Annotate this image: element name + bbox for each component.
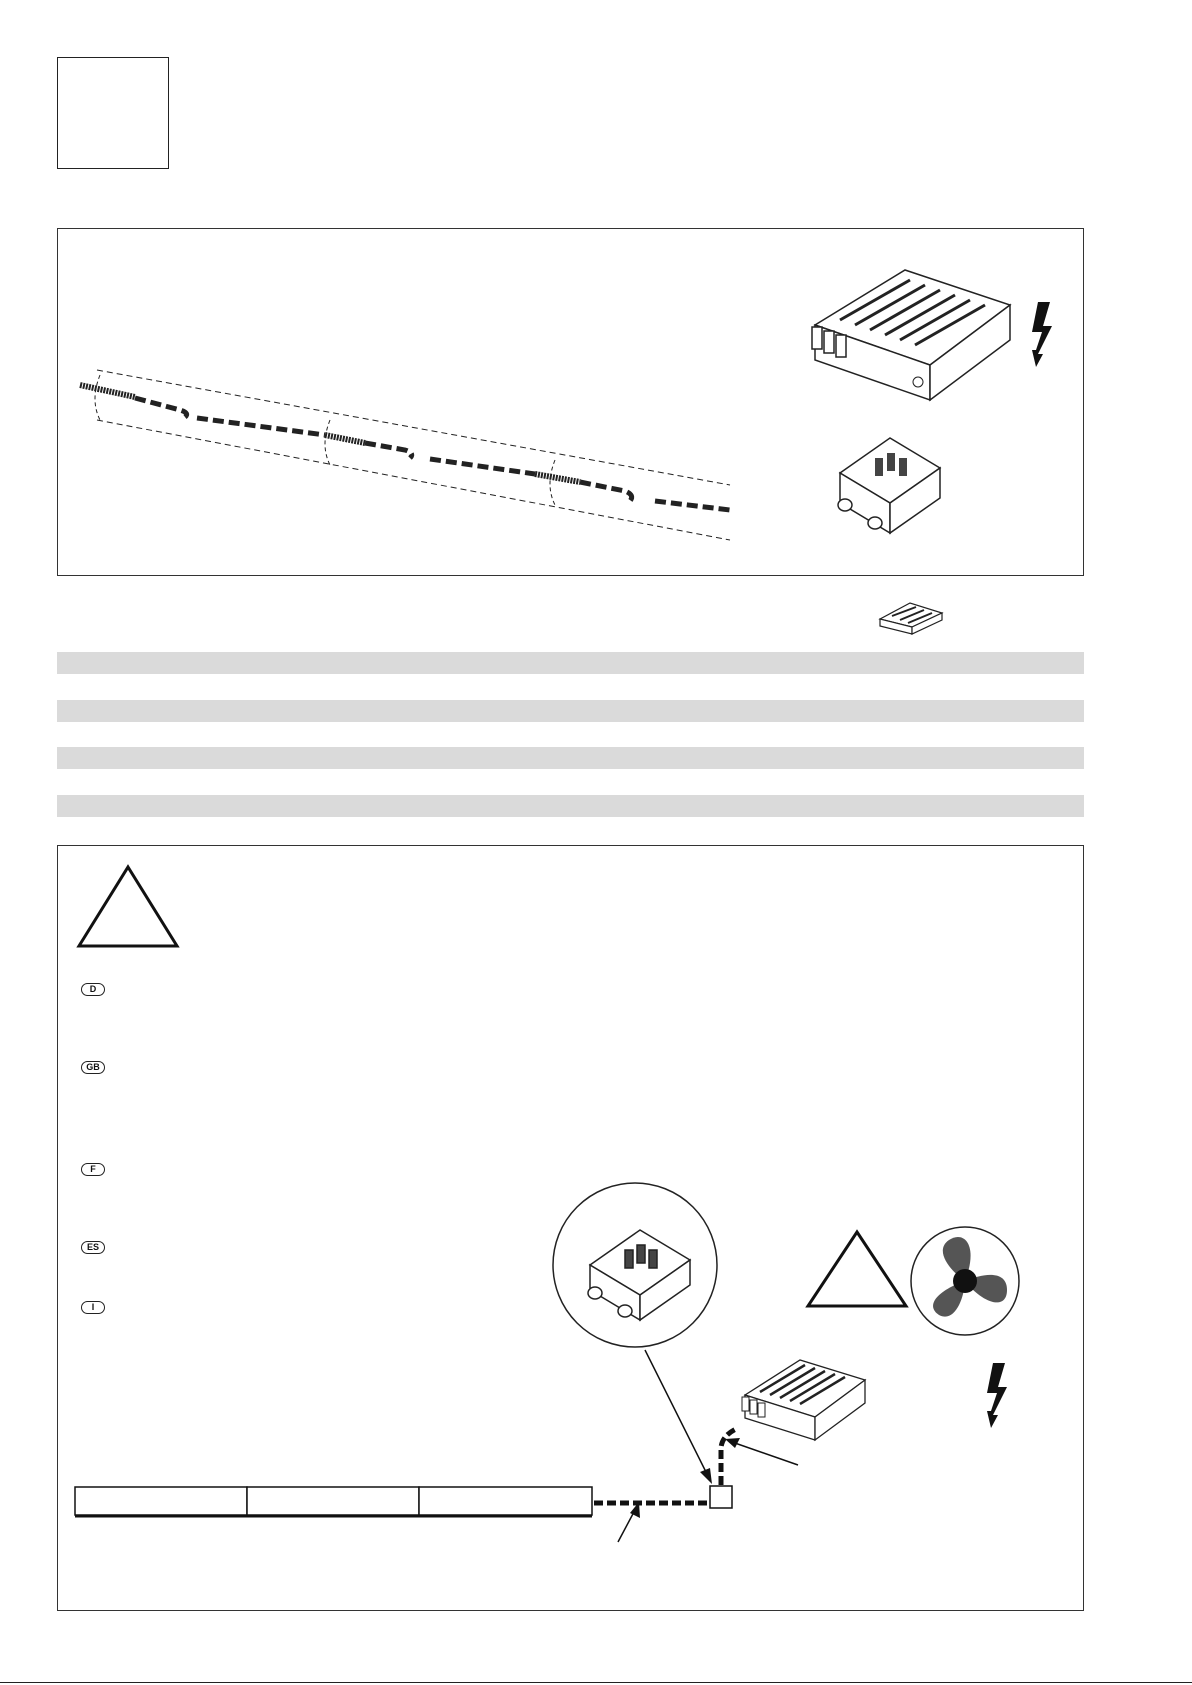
power-supply-icon bbox=[810, 265, 1010, 400]
section-bar bbox=[57, 747, 1084, 769]
junction-box-icon bbox=[835, 433, 945, 543]
warning-triangle-icon bbox=[77, 865, 179, 948]
section-bar bbox=[57, 700, 1084, 722]
led-strip-icon bbox=[75, 355, 735, 545]
language-badge-gb: GB bbox=[81, 1061, 105, 1074]
language-badge-i: I bbox=[81, 1301, 105, 1314]
footer-rule bbox=[0, 1682, 1192, 1683]
language-badge-d: D bbox=[81, 983, 105, 996]
lightning-icon bbox=[985, 1363, 1010, 1428]
lightning-icon bbox=[1030, 302, 1055, 367]
section-bar bbox=[57, 795, 1084, 817]
light-profile-icon bbox=[70, 1280, 830, 1540]
image-placeholder-box bbox=[57, 57, 169, 169]
language-badge-es: ES bbox=[81, 1241, 105, 1254]
small-power-supply-icon bbox=[878, 601, 944, 635]
fan-icon bbox=[909, 1225, 1021, 1337]
language-badge-f: F bbox=[81, 1163, 105, 1176]
section-bar bbox=[57, 652, 1084, 674]
